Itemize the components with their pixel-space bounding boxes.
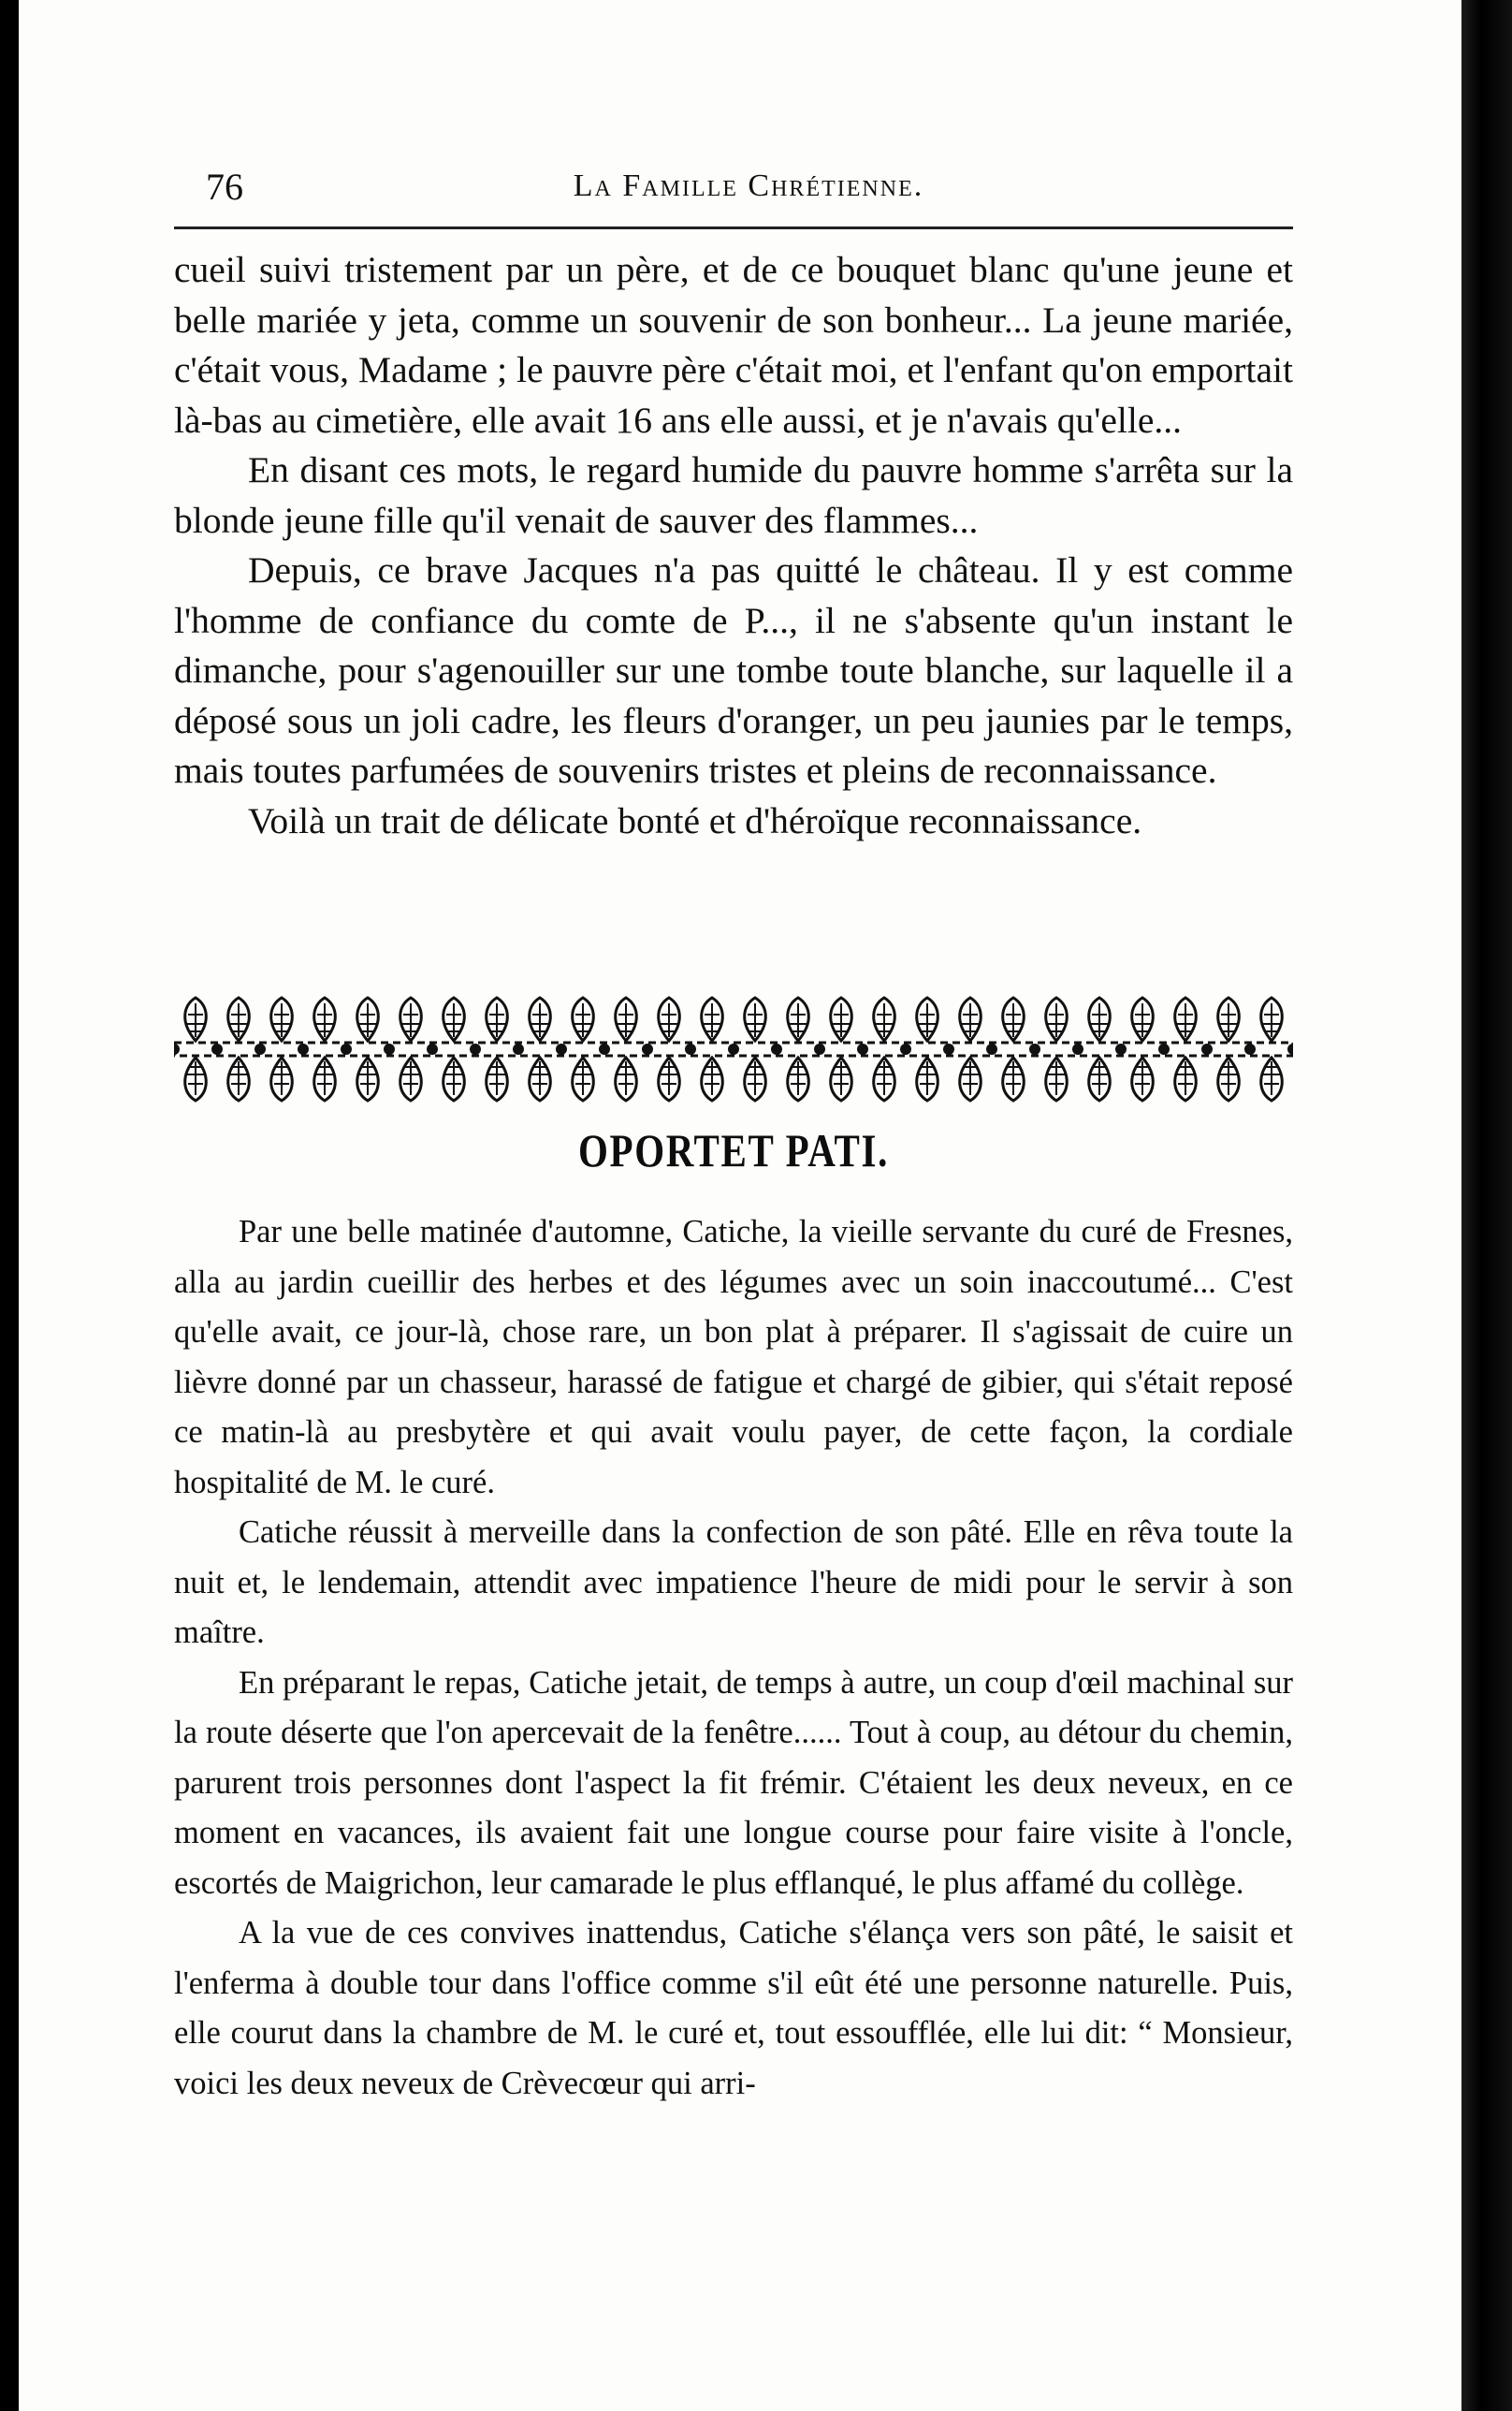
story-title: OPORTET PATI. bbox=[578, 1124, 889, 1176]
paragraph: Par une belle matinée d'automne, Catiche, la vieille servante du curé de Fresnes, alla au jardin cueillir des herbes et des légumes avec un soin inaccoutumé... C'est qu'elle avait, ce jour-là, chose rare, un bon plat à préparer. Il s'agissait de cuire un lièvre donné par un chasseur, harassé de fatigue et chargé de gibier, qui s'était reposé ce matin-là au presbytère et qui avait voulu payer, de cette façon, la cordiale hospitalité de M. le curé. bbox=[174, 1214, 1293, 1500]
ornament-band-icon bbox=[174, 994, 1293, 1104]
paragraph: Catiche réussit à merveille dans la confection de son pâté. Elle en rêva toute la nuit et, le lendemain, attendit avec impatience l'heure de midi pour le servir à son maître. bbox=[174, 1514, 1293, 1650]
page-header bbox=[206, 165, 1291, 212]
paragraph: cueil suivi tristement par un père, et de ce bouquet blanc qu'une jeune et belle mariée y jeta, comme un souvenir de son bonheur... La jeune mariée, c'était vous, Madame ; le pauvre père c'était moi, et l'enfant qu'on emportait là-bas au cimetière, elle avait 16 ans elle aussi, et je n'avais qu'elle... bbox=[174, 249, 1293, 441]
paragraph: En disant ces mots, le regard humide du pauvre homme s'arrêta sur la blonde jeune fille qu'il venait de sauver des flammes... bbox=[174, 449, 1293, 541]
scan-border bbox=[1461, 0, 1512, 2411]
paragraph: Voilà un trait de délicate bonté et d'héroïque reconnaissance. bbox=[248, 799, 1142, 841]
paragraph: Depuis, ce brave Jacques n'a pas quitté le château. Il y est comme l'homme de confiance du comte de P..., il ne s'absente qu'un instant le dimanche, pour s'agenouiller sur une tombe toute blanche, sur laquelle il a déposé sous un joli cadre, les fleurs d'oranger, un peu jaunies par le temps, mais toutes parfumées de souvenirs tristes et pleins de reconnaissance. bbox=[174, 549, 1293, 791]
running-title: La Famille Chrétienne. bbox=[573, 168, 924, 203]
ornamental-divider bbox=[174, 994, 1293, 1104]
header-rule bbox=[174, 226, 1293, 229]
paragraph: A la vue de ces convives inattendus, Catiche s'élança vers son pâté, le saisit et l'enferma à double tour dans l'office comme s'il eût été une personne naturelle. Puis, elle courut dans la chambre de M. le curé et, tout essoufflée, elle lui dit: “ Monsieur, voici les deux neveux de Crèvecœur qui arri- bbox=[174, 1915, 1293, 2101]
paragraph: En préparant le repas, Catiche jetait, de temps à autre, un coup d'œil machinal sur la route déserte que l'on apercevait de la fenêtre...... Tout à coup, au détour du chemin, parurent trois personnes dont l'aspect la fit frémir. C'étaient les deux neveux, en ce moment en vacances, ils avaient fait une longue course pour faire visite à l'oncle, escortés de Maigrichon, leur camarade le plus efflanqué, le plus affamé du collège. bbox=[174, 1664, 1293, 1901]
page-number: 76 bbox=[206, 166, 243, 208]
story-ending bbox=[174, 245, 1293, 846]
new-story-body bbox=[174, 1207, 1293, 2109]
